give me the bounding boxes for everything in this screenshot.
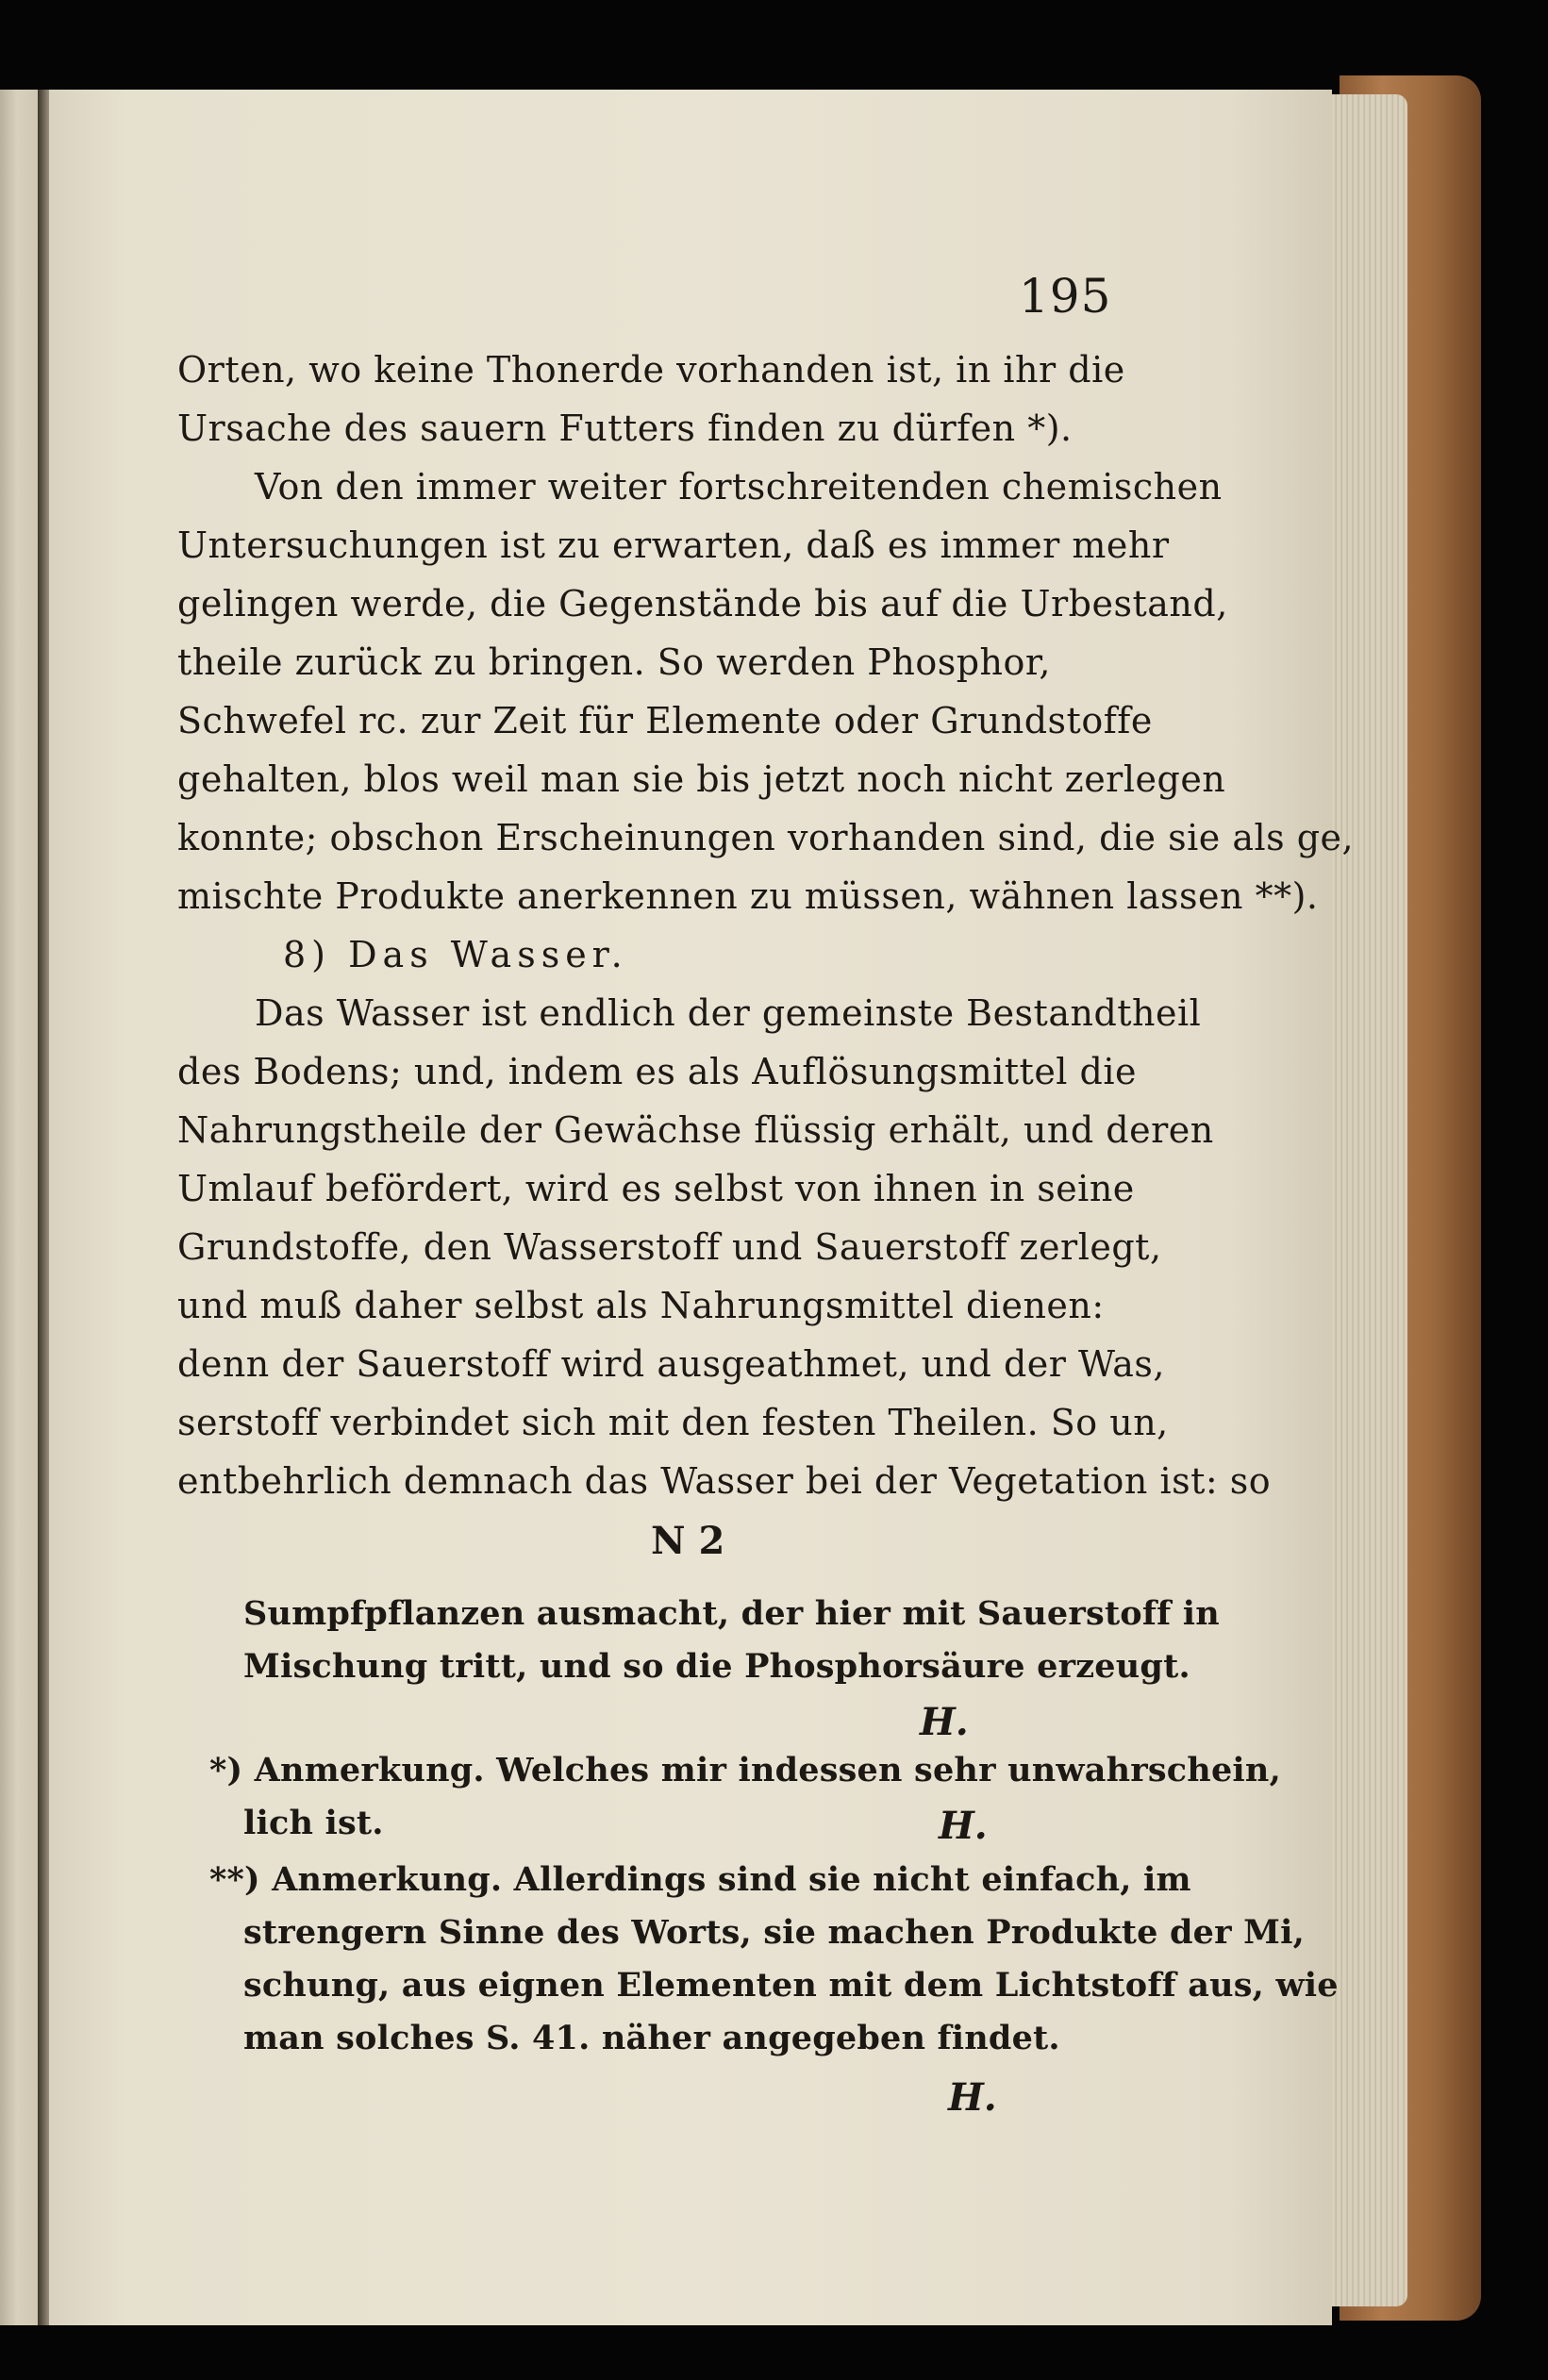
section-line: serstoff verbindet sich mit den festen Theilen. So un, xyxy=(177,1402,1169,1443)
footnote-line: *) Anmerkung. Welches mir indessen sehr unwahrschein, xyxy=(209,1751,1281,1789)
section-line: Umlauf befördert, wird es selbst von ihnen in seine xyxy=(177,1168,1135,1209)
section-line: und muß daher selbst als Nahrungsmittel dienen: xyxy=(177,1285,1105,1326)
section-line: Grundstoffe, den Wasserstoff und Sauerstoff zerlegt, xyxy=(177,1226,1162,1268)
body-line: gelingen werde, die Gegenstände bis auf die Urbestand, xyxy=(177,583,1228,624)
footnote-line: strengern Sinne des Worts, sie machen Produkte der Mi, xyxy=(243,1913,1305,1952)
body-line: Von den immer weiter fortschreitenden chemischen xyxy=(255,466,1223,508)
body-line: Ursache des sauern Futters finden zu dürfen *). xyxy=(177,408,1073,449)
section-line: denn der Sauerstoff wird ausgeathmet, und der Was, xyxy=(177,1343,1166,1385)
body-line: mischte Produkte anerkennen zu müssen, wähnen lassen **). xyxy=(177,875,1319,917)
body-line: konnte; obschon Erscheinungen vorhanden sind, die sie als ge, xyxy=(177,817,1355,858)
previous-page-edge xyxy=(0,90,41,2325)
footnote-line: man solches S. 41. näher angegeben findet. xyxy=(243,2019,1060,2057)
body-line: Schwefel rc. zur Zeit für Elemente oder Grundstoffe xyxy=(177,700,1153,741)
footnote-continuation-line: Mischung tritt, und so die Phosphorsäure erzeugt. xyxy=(243,1647,1190,1686)
signature-mark: N 2 xyxy=(651,1519,725,1563)
book-gutter xyxy=(38,90,49,2325)
footnote-author-mark: H. xyxy=(920,1700,969,1744)
body-line: Orten, wo keine Thonerde vorhanden ist, in ihr die xyxy=(177,349,1125,391)
section-line: Nahrungstheile der Gewächse flüssig erhält, und deren xyxy=(177,1109,1214,1151)
body-line: theile zurück zu bringen. So werden Phosphor, xyxy=(177,641,1051,683)
footnote-continuation-line: Sumpfpflanzen ausmacht, der hier mit Sauerstoff in xyxy=(243,1594,1220,1633)
footnote-line: **) Anmerkung. Allerdings sind sie nicht einfach, im xyxy=(209,1860,1191,1899)
body-line: Untersuchungen ist zu erwarten, daß es immer mehr xyxy=(177,524,1170,566)
section-line: des Bodens; und, indem es als Auflösungsmittel die xyxy=(177,1051,1138,1092)
footnote-line: schung, aus eignen Elementen mit dem Lichtstoff aus, wie xyxy=(243,1966,1339,2005)
page-number: 195 xyxy=(1019,269,1112,324)
body-line: gehalten, blos weil man sie bis jetzt noch nicht zerlegen xyxy=(177,758,1226,800)
footnote-author-mark: H. xyxy=(939,1804,988,1848)
footnote-line: lich ist. xyxy=(243,1804,384,1842)
section-line: entbehrlich demnach das Wasser bei der Vegetation ist: so xyxy=(177,1460,1272,1502)
section-heading: 8) Das Wasser. xyxy=(283,934,628,975)
footnote-author-mark: H. xyxy=(948,2075,997,2120)
section-line: Das Wasser ist endlich der gemeinste Bestandtheil xyxy=(255,992,1202,1034)
